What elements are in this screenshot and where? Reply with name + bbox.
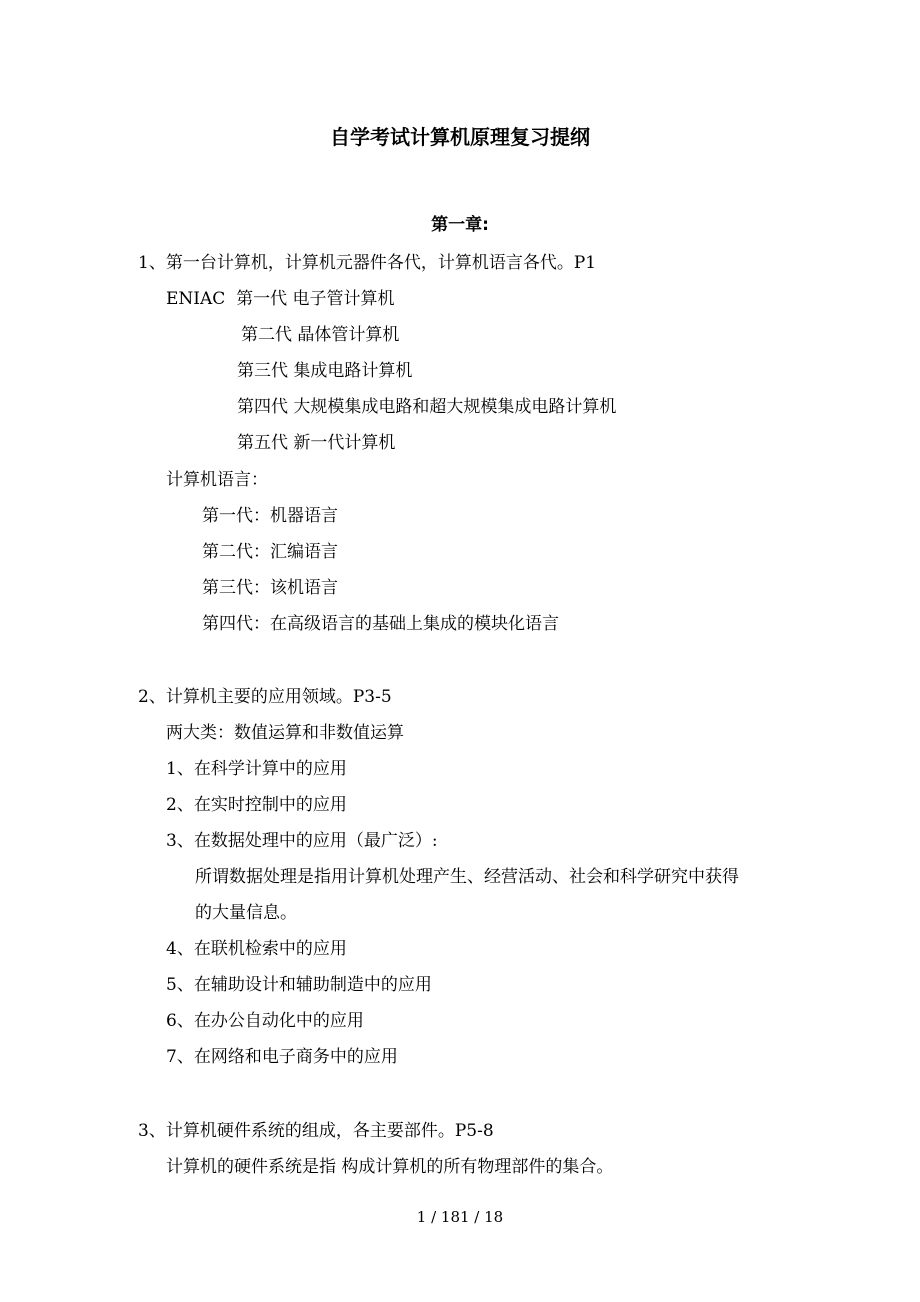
- page-number: 1 / 181 / 18: [416, 1208, 504, 1226]
- application-item-3: 3、在数据处理中的应用（最广泛）:: [166, 831, 438, 851]
- language-line-2: 第二代：汇编语言: [202, 542, 338, 562]
- application-item-1: 1、在科学计算中的应用: [166, 759, 347, 779]
- document-title: 自学考试计算机原理复习提纲: [330, 125, 590, 149]
- generation-line-1: ENIAC 第一代 电子管计算机: [166, 289, 395, 309]
- section-heading-3: 3、计算机硬件系统的组成，各主要部件。P5-8: [138, 1121, 494, 1141]
- application-categories: 两大类：数值运算和非数值运算: [166, 723, 404, 743]
- data-processing-desc-line-2: 的大量信息。: [195, 903, 297, 923]
- generation-line-2: 第二代 晶体管计算机: [241, 325, 400, 345]
- language-line-3: 第三代：该机语言: [202, 578, 338, 598]
- application-item-4: 4、在联机检索中的应用: [166, 939, 347, 959]
- section-heading-1: 1、第一台计算机，计算机元器件各代，计算机语言各代。P1: [138, 253, 597, 273]
- application-item-6: 6、在办公自动化中的应用: [166, 1011, 364, 1031]
- language-line-1: 第一代：机器语言: [202, 506, 338, 526]
- data-processing-desc-line-1: 所谓数据处理是指用计算机处理产生、经营活动、社会和科学研究中获得: [195, 867, 739, 887]
- chapter-heading: 第一章:: [431, 215, 489, 235]
- generation-line-3: 第三代 集成电路计算机: [237, 361, 413, 381]
- language-line-4: 第四代：在高级语言的基础上集成的模块化语言: [202, 614, 559, 634]
- section-heading-2: 2、计算机主要的应用领域。P3-5: [138, 687, 392, 707]
- generation-line-5: 第五代 新一代计算机: [237, 433, 396, 453]
- application-item-7: 7、在网络和电子商务中的应用: [166, 1047, 398, 1067]
- application-item-5: 5、在辅助设计和辅助制造中的应用: [166, 975, 432, 995]
- language-heading: 计算机语言：: [166, 470, 268, 490]
- application-item-2: 2、在实时控制中的应用: [166, 795, 347, 815]
- generation-line-4: 第四代 大规模集成电路和超大规模集成电路计算机: [237, 397, 617, 417]
- hardware-description: 计算机的硬件系统是指 构成计算机的所有物理部件的集合。: [166, 1157, 614, 1177]
